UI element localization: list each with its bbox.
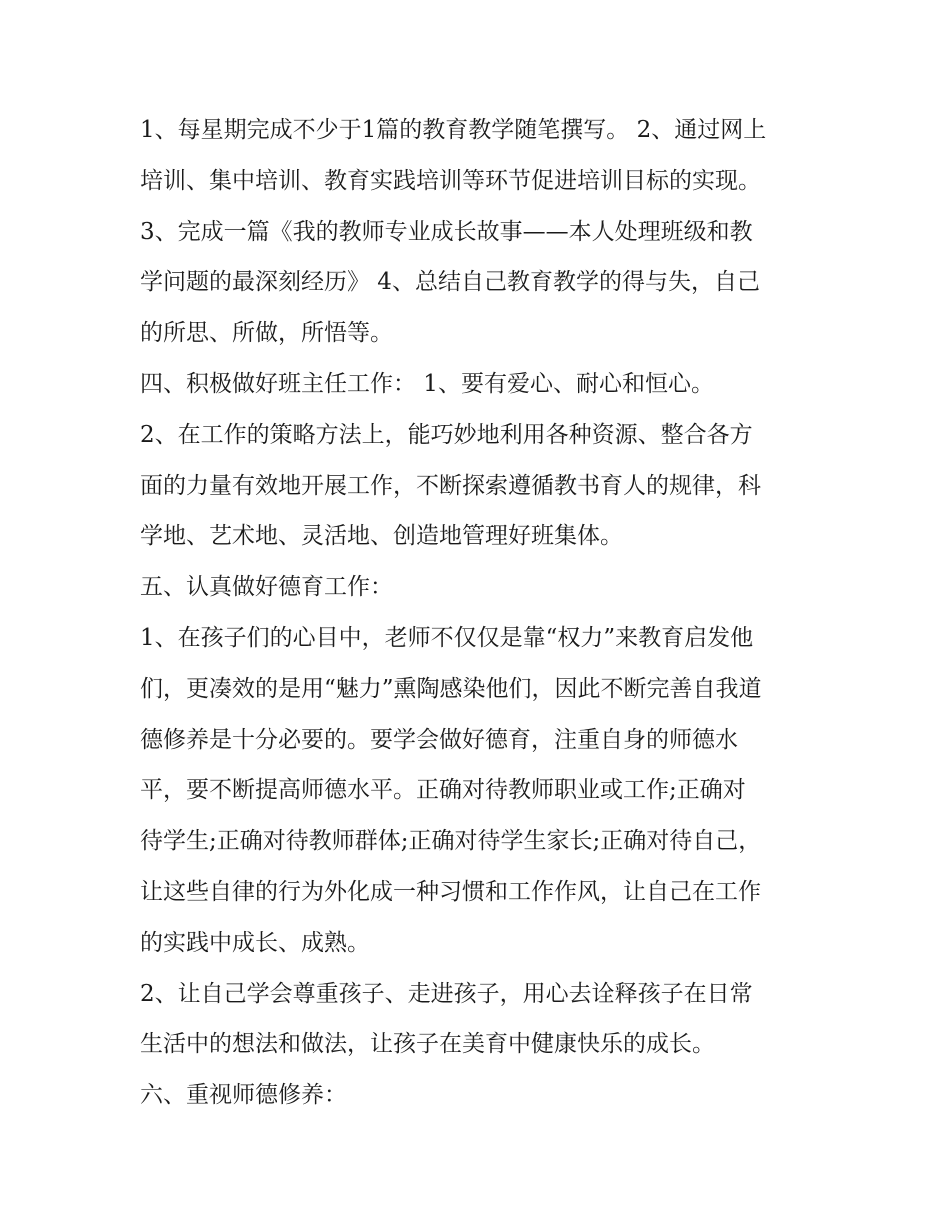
- text-line: 学地、艺术地、灵活地、创造地管理好班集体。: [140, 523, 623, 550]
- document-body: [140, 105, 815, 1121]
- text-line: 2、在工作的策略方法上，能巧妙地利用各种资源、整合各方: [140, 421, 753, 448]
- text-line: 平，要不断提高师德水平。正确对待教师职业或工作;正确对: [140, 777, 746, 804]
- text-line: 3、完成一篇《我的教师专业成长故事——本人处理班级和教: [140, 218, 753, 245]
- text-line: 生活中的想法和做法，让孩子在美育中健康快乐的成长。: [140, 1031, 715, 1058]
- text-line: 学问题的最深刻经历》 4、总结自己教育教学的得与失，自己: [140, 269, 760, 296]
- text-line: 的所思、所做，所悟等。: [140, 320, 393, 347]
- text-line: 培训、集中培训、教育实践培训等环节促进培训目标的实现。: [140, 167, 761, 194]
- text-line: 们，更凑效的是用“魅力”熏陶感染他们，因此不断完善自我道: [140, 675, 762, 702]
- text-line: 2、让自己学会尊重孩子、走进孩子，用心去诠释孩子在日常: [140, 980, 753, 1007]
- text-line: 的实践中成长、成熟。: [140, 929, 370, 956]
- section-heading-5: 五、认真做好德育工作：: [140, 574, 393, 601]
- text-line: 1、每星期完成不少于1篇的教育教学随笔撰写。 2、通过网上: [140, 117, 767, 143]
- text-line: 待学生;正确对待教师群体;正确对待学生家长;正确对待自己，: [140, 828, 762, 855]
- text-line: 让这些自律的行为外化成一种习惯和工作作风，让自己在工作: [140, 878, 761, 905]
- text-line: 面的力量有效地开展工作，不断探索遵循教书育人的规律，科: [140, 472, 761, 499]
- text-line: 1、在孩子们的心目中，老师不仅仅是靠“权力”来教育启发他: [140, 624, 754, 651]
- section-heading-6: 六、重视师德修养：: [140, 1082, 347, 1109]
- text-line: 德修养是十分必要的。要学会做好德育，注重自身的师德水: [140, 726, 738, 753]
- section-heading-4: 四、积极做好班主任工作： 1、要有爱心、耐心和恒心。: [140, 370, 714, 397]
